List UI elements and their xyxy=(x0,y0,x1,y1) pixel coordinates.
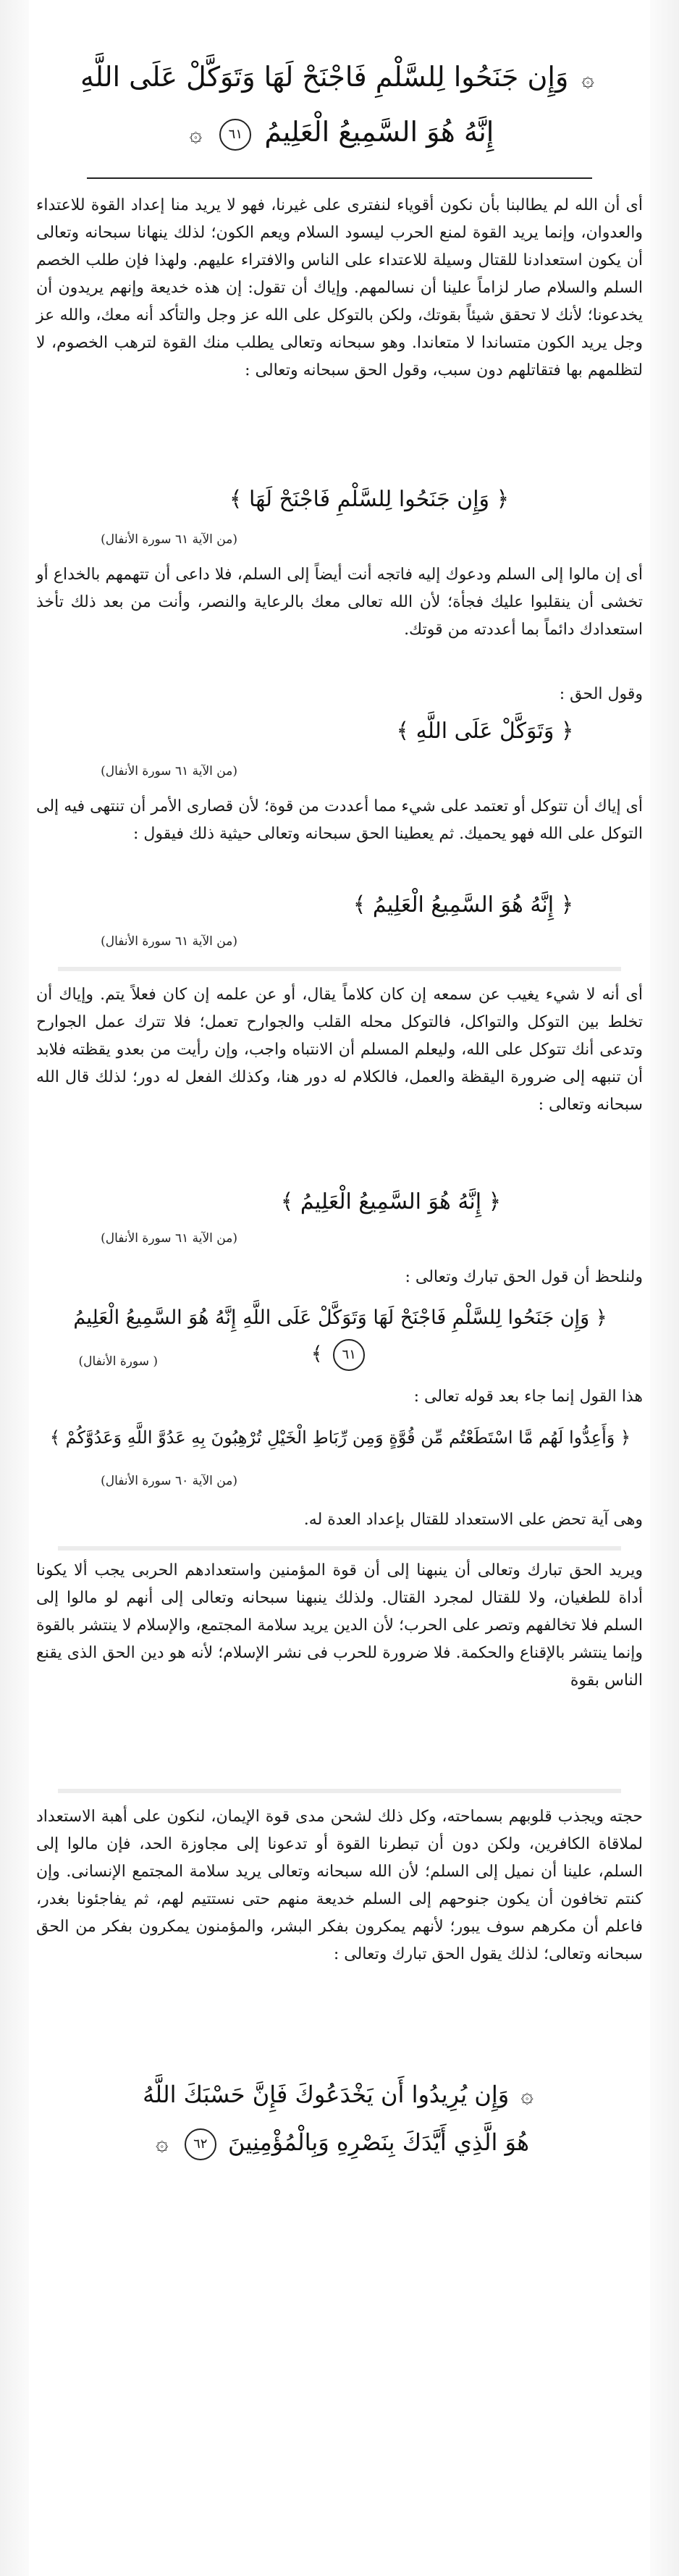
paragraph-8 xyxy=(29,1557,650,1695)
ayah-number-badge: ٦١ xyxy=(219,119,251,151)
header-divider xyxy=(87,177,592,179)
quoted-verse-4 xyxy=(261,1184,521,1220)
bracket-close: ﴾ xyxy=(396,718,410,744)
lead-3-text: وقول الحق : xyxy=(559,685,643,703)
header-verse-text-1: وَإِن جَنَحُوا لِلسَّلْمِ فَاجْنَحْ لَهَا وَتَوَكَّلْ عَلَى اللَّهِ xyxy=(80,61,569,93)
footer-verse-text-2: هُوَ الَّذِي أَيَّدَكَ بِنَصْرِهِ وَبِالْمُؤْمِنِينَ xyxy=(227,2128,529,2156)
scan-band xyxy=(58,1789,621,1793)
header-verse-line-1 xyxy=(72,51,607,106)
footer-verse xyxy=(43,2071,637,2167)
bracket-open: ﴿ xyxy=(560,892,574,918)
ayah-number-badge: ٦٢ xyxy=(185,2128,216,2160)
paragraph-2 xyxy=(29,561,650,644)
header-verse xyxy=(72,51,607,167)
bracket-open: ﴿ xyxy=(560,718,574,744)
bracket-close: ﴾ xyxy=(280,1189,294,1214)
bracket-open: ﴿ xyxy=(595,1306,607,1329)
quoted-verse-1 xyxy=(217,482,521,518)
footer-verse-line-1 xyxy=(43,2071,637,2119)
paragraph-3-text: أى إياك أن تتوكل أو تعتمد على شيء مما أعددت من قوة؛ لأن قصارى الأمر أن تنتهى فيه إلى التوكل على الله فهو يحميك. ثم يعطينا الحق سبحانه وتعالى حيثية ذلك فيقول : xyxy=(36,797,643,843)
ornament-icon: ۞ xyxy=(581,67,594,92)
intro-text: أى أن الله لم يطالبنا بأن نكون أقوياء لنفترى على غيرنا، فهو لا يريد منا إعداد القوة للاعتداء والعدوان، وإنما يريد القوة لمنع الحرب ليسود السلام ويعم الكون؛ لذلك ينهانا سبحانه وتعالى أن يكون استعدادنا للقتال وسيلة للاعتداء على الناس والافتراء عليهم. ولهذا فإن طلب الخصم السلم والسلام صار لزاماً علينا أن نسالمهم. وإياك أن تقول: إن هذه خديعة وإنهم يريدون أن يخدعونا؛ لأنك لا تحقق شيئاً بقوتك، ولكن بالتوكل على الله عز وجل والتأكد أنه معك، والله عز وجل يريد الكون متساندا لا متعاندا. وهو سبحانه وتعالى يطلب منك القوة لترهب الخصوم، لا لتظلمهم بها فتقاتلهم دون سبب، وقول الحق سبحانه وتعالى : xyxy=(36,196,643,379)
bracket-open: ﴿ xyxy=(620,1427,631,1448)
paragraph-3 xyxy=(29,793,650,848)
verse-4-reference: (من الآية ٦١ سورة الأنفال) xyxy=(101,1231,237,1246)
lead-6-text: هذا القول إنما جاء بعد قوله تعالى : xyxy=(413,1388,643,1406)
intro-paragraph xyxy=(29,192,650,385)
paragraph-9-text: حجته ويجذب قلوبهم بسماحته، وكل ذلك لشحن مدى قوة الإيمان، لنكون على أهبة الاستعداد لملاقاة الكافرين، ولكن دون أن تبطرنا القوة أو تدعونا إلى مجاوزة الحد، فإن مالوا إلى السلم، علينا أن نميل إلى السلم؛ لأن الله سبحانه وتعالى يريد سلامة المجتمع الإنسانى. وإن كنتم تخافون أن يكون جنوحهم إلى السلم خديعة منهم حتى نستتيم لهم، ثم يفاجئونا بغدر، فاعلم أن مكرهم سوف يبور؛ لأنهم يمكرون بفكر البشر، والمؤمنون يمكرون بفكر من الحق سبحانه وتعالى؛ لذلك يقول الحق تبارك وتعالى : xyxy=(36,1808,644,1963)
verse-3-reference: (من الآية ٦١ سورة الأنفال) xyxy=(101,934,237,949)
footer-verse-text-1: وَإِن يُرِيدُوا أَن يَخْدَعُوكَ فَإِنَّ حَسْبَكَ اللَّهُ xyxy=(143,2081,510,2108)
lead-5-text: ولنلحظ أن قول الحق تبارك وتعالى : xyxy=(405,1268,643,1286)
paragraph-4-text: أى أنه لا شيء يغيب عن سمعه إن كان كلاماً يقال، أو عن علمه إن كان فعلاً يتم. وإياك أن تخلط بين التوكل والتواكل، فالتوكل محله القلب والجوارح تعمل؛ فلا تترك عمل الجوارح وتدعى أنك تتوكل على الله، وليعلم المسلم أن الانتباه واجب، وإن رأيت من بعدو يقظته فلابد أن تنبهه إلى ضرورة اليقظة والعمل، فالكلام له دور هنا، وكذلك الفعل له دور؛ لذلك قال الله سبحانه وتعالى : xyxy=(36,986,643,1114)
scan-edge-left xyxy=(0,0,29,2576)
footer-verse-line-2 xyxy=(43,2119,637,2167)
scan-band xyxy=(58,1546,621,1551)
lead-6 xyxy=(29,1383,650,1411)
verse-5-text: وَإِن جَنَحُوا لِلسَّلْمِ فَاجْنَحْ لَهَا وَتَوَكَّلْ عَلَى اللَّهِ إِنَّهُ هُوَ السَّمِيعُ الْعَلِيمُ xyxy=(73,1306,590,1329)
bracket-close: ﴾ xyxy=(49,1427,60,1448)
verse-2-reference: (من الآية ٦١ سورة الأنفال) xyxy=(101,764,237,779)
paragraph-2-text: أى إن مالوا إلى السلم ودعوك إليه فاتجه أنت أيضاً إلى السلم، فلا داعى أن تتهمهم بالخداع أو تخشى أن ينقلبوا عليك فجأة؛ لأن الله تعالى معك بالرعاية والنصر، وأنت من بعد ذلك تأخذ استعدادك دائماً بما أعددته من قوتك. xyxy=(36,566,643,639)
bracket-close: ﴾ xyxy=(229,487,242,512)
document-page xyxy=(29,0,650,2576)
verse-4-text: إِنَّهُ هُوَ السَّمِيعُ الْعَلِيمُ xyxy=(300,1189,482,1214)
verse-1-reference: (من الآية ٦١ سورة الأنفال) xyxy=(101,532,237,547)
quoted-verse-2 xyxy=(376,713,594,750)
verse-6-text: وَأَعِدُّوا لَهُم مَّا اسْتَطَعْتُم مِّن قُوَّةٍ وَمِن رِّبَاطِ الْخَيْلِ تُرْهِبُونَ بِهِ عَدُوَّ اللَّهِ وَعَدُوَّكُمْ xyxy=(65,1427,615,1448)
bracket-open: ﴿ xyxy=(496,487,510,512)
lead-5 xyxy=(29,1264,650,1291)
verse-2-text: وَتَوَكَّلْ عَلَى اللَّهِ xyxy=(416,718,554,744)
scan-edge-right xyxy=(650,0,679,2576)
ayah-number-badge: ٦١ xyxy=(333,1339,365,1371)
ornament-icon: ۞ xyxy=(520,2083,534,2108)
ornament-icon: ۞ xyxy=(189,122,203,147)
quoted-verse-6 xyxy=(43,1419,637,1456)
verse-5-reference: ( سورة الأنفال) xyxy=(78,1354,158,1369)
ornament-icon: ۞ xyxy=(156,2131,169,2156)
bracket-close: ﴾ xyxy=(311,1343,323,1365)
paragraph-9 xyxy=(29,1803,650,1968)
quoted-verse-3 xyxy=(333,887,594,923)
lead-3 xyxy=(29,681,650,708)
paragraph-7 xyxy=(29,1506,650,1534)
paragraph-8-text: ويريد الحق تبارك وتعالى أن ينبهنا إلى أن قوة المؤمنين واستعدادهم الحربى يجب ألا يكونا أداة للطغيان، ولا للقتال لمجرد القتال. ولذلك ينبهنا سبحانه وتعالى إلى أنهم لو مالوا إلى السلم فلا تخالفهم وتصر على الحرب؛ لأن الدين يريد سلامة المجتمع، والإسلام لا ينتشر بالقوة وإنما ينتشر بالإقناع والحكمة. فلا ضرورة للحرب فى نشر الإسلام؛ لأنه هو دين الحق الذى يقنع الناس بقوة xyxy=(36,1561,643,1690)
bracket-open: ﴿ xyxy=(488,1189,502,1214)
paragraph-4 xyxy=(29,981,650,1119)
header-verse-text-2: إِنَّهُ هُوَ السَّمِيعُ الْعَلِيمُ xyxy=(264,116,494,148)
verse-6-reference: (من الآية ٦٠ سورة الأنفال) xyxy=(101,1474,237,1488)
header-verse-line-2 xyxy=(72,106,607,161)
verse-1-text: وَإِن جَنَحُوا لِلسَّلْمِ فَاجْنَحْ لَهَا xyxy=(248,487,490,512)
paragraph-7-text: وهى آية تحض على الاستعداد للقتال بإعداد العدة له. xyxy=(303,1511,643,1529)
scan-band xyxy=(58,967,621,971)
verse-3-text: إِنَّهُ هُوَ السَّمِيعُ الْعَلِيمُ xyxy=(372,892,554,918)
bracket-close: ﴾ xyxy=(353,892,366,918)
